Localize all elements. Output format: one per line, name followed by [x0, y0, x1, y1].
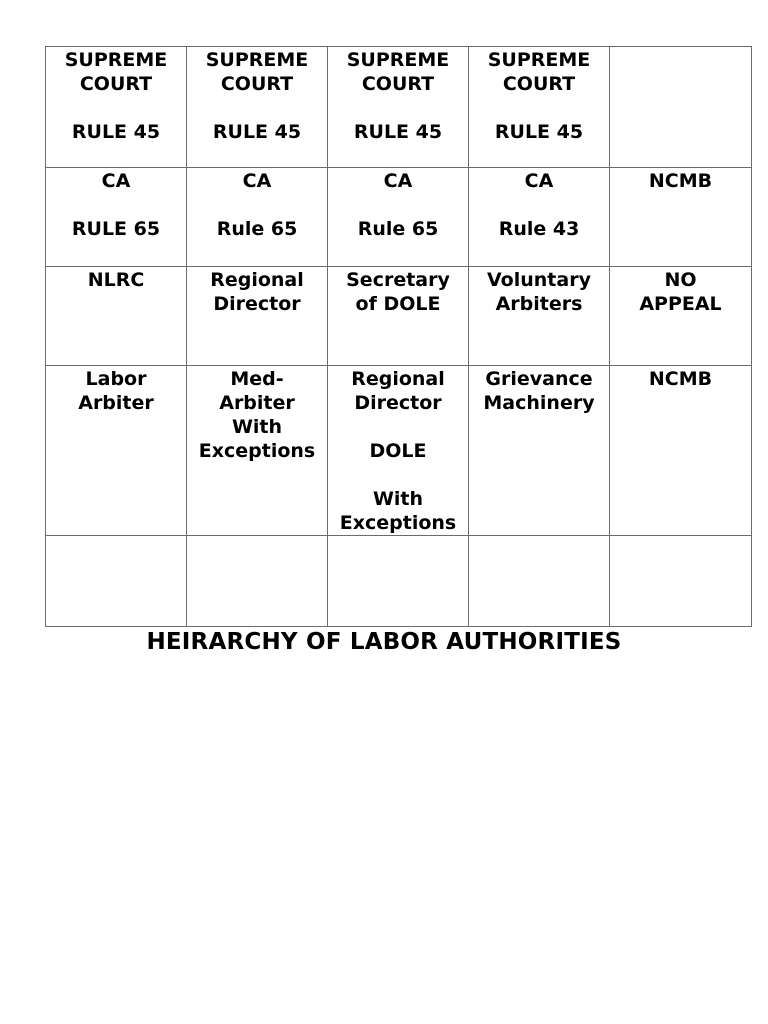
- table-cell: NCMB: [610, 168, 752, 267]
- table-cell: [610, 47, 752, 168]
- table-cell: Regional Director DOLE With Exceptions: [328, 366, 469, 536]
- table-cell: CA RULE 65: [46, 168, 187, 267]
- table-cell: Voluntary Arbiters: [469, 267, 610, 366]
- table-caption: HEIRARCHY OF LABOR AUTHORITIES: [146, 629, 622, 655]
- table-cell: CA Rule 43: [469, 168, 610, 267]
- table-cell: Labor Arbiter: [46, 366, 187, 536]
- table-cell: [187, 536, 328, 627]
- table-cell: SUPREME COURT RULE 45: [187, 47, 328, 168]
- table-cell: [328, 536, 469, 627]
- table-cell: [610, 536, 752, 627]
- table-cell: NLRC: [46, 267, 187, 366]
- table-row-court-of-appeals: [46, 168, 752, 267]
- table-cell: SUPREME COURT RULE 45: [46, 47, 187, 168]
- table-cell: [469, 536, 610, 627]
- labor-hierarchy-table: [45, 46, 752, 627]
- table-cell: [46, 536, 187, 627]
- table-cell: Secretary of DOLE: [328, 267, 469, 366]
- table-cell: NO APPEAL: [610, 267, 752, 366]
- table-row-supreme-court: [46, 47, 752, 168]
- table-cell: Regional Director: [187, 267, 328, 366]
- table-cell: NCMB: [610, 366, 752, 536]
- table-cell: SUPREME COURT RULE 45: [469, 47, 610, 168]
- table-cell: SUPREME COURT RULE 45: [328, 47, 469, 168]
- table-row-appellate-bodies: [46, 267, 752, 366]
- table-row-empty: [46, 536, 752, 627]
- table-cell: CA Rule 65: [328, 168, 469, 267]
- table-row-original-jurisdiction: [46, 366, 752, 536]
- table-cell: CA Rule 65: [187, 168, 328, 267]
- table-cell: Med- Arbiter With Exceptions: [187, 366, 328, 536]
- table-cell: Grievance Machinery: [469, 366, 610, 536]
